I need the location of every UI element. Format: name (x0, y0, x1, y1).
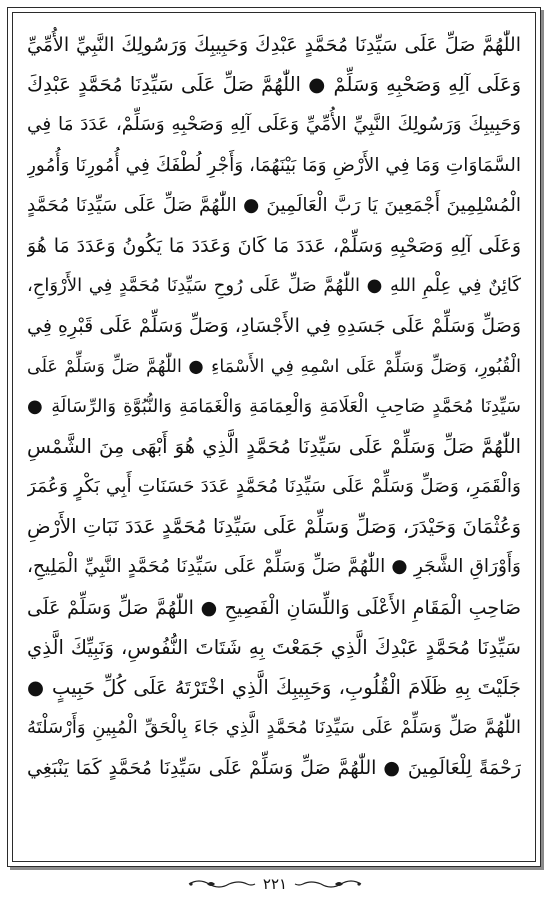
page-footer (0, 872, 550, 896)
page-number-ornament (187, 875, 363, 893)
text-line: سَيِّدِنَا مُحَمَّدٍ صَاحِبِ الْعَلَامَةِ وَالْعِمَامَةِ وَالْغَمَامَةِ وَالنُّبُوَّةِ وَالرِّسَالَةِ ● (27, 395, 521, 417)
page-inner-frame (12, 12, 536, 862)
text-line: وَحَبِيبِكَ وَرَسُولِكَ النَّبِيِّ الأُمِّيِّ وَعَلَى آلِهِ وَصَحْبِهِ وَسَلِّمْ، عَدَدَ مَا فِي (27, 114, 521, 136)
text-line: اللّٰهُمَّ صَلِّ عَلَى سَيِّدِنَا مُحَمَّدٍ عَبْدِكَ وَحَبِيبِكَ وَرَسُولِكَ النَّبِيِّ الأُمِّيِّ (27, 34, 521, 56)
prayer-text-block (27, 25, 521, 789)
text-line: وَالْقَمَرِ، وَصَلِّ وَسَلِّمْ عَلَى سَيِّدِنَا مُحَمَّدٍ عَدَدَ حَسَنَاتِ أَبِي بَكْرٍ وَعُمَرَ (27, 476, 521, 498)
text-line: وَعُثْمَانَ وَحَيْدَرَ، وَصَلِّ وَسَلِّمْ عَلَى سَيِّدِنَا مُحَمَّدٍ عَدَدَ نَبَاتِ الأَرْضِ (27, 515, 521, 539)
text-line: وَعَلَى آلِهِ وَصَحْبِهِ وَسَلِّمْ ● اللّٰهُمَّ صَلِّ عَلَى سَيِّدِنَا مُحَمَّدٍ عَبْدِكَ (27, 73, 521, 97)
text-line: وَعَلَى آلِهِ وَصَحْبِهِ وَسَلِّمْ، عَدَدَ مَا كَانَ وَعَدَدَ مَا يَكُونُ وَعَدَدَ مَا هُوَ (27, 234, 521, 257)
text-line: اللّٰهُمَّ صَلِّ وَسَلِّمْ عَلَى سَيِّدِنَا مُحَمَّدٍ الَّذِي هُوَ أَبْهَى مِنَ الشَّمْسِ (27, 434, 521, 458)
text-line: وَصَلِّ وَسَلِّمْ عَلَى جَسَدِهِ فِي الأَجْسَادِ، وَصَلِّ وَسَلِّمْ عَلَى قَبْرِهِ فِي (27, 315, 521, 338)
text-line: رَحْمَةً لِلْعَالَمِينَ ● اللّٰهُمَّ صَلِّ وَسَلِّمْ عَلَى سَيِّدِنَا مُحَمَّدٍ كَمَا يَنْبَغِي (27, 757, 521, 780)
left-flourish-icon (187, 876, 257, 892)
text-line: صَاحِبِ الْمَقَامِ الأَعْلَى وَاللِّسَانِ الْفَصِيحِ ● اللّٰهُمَّ صَلِّ وَسَلِّمْ عَلَى (27, 596, 521, 619)
text-line: سَيِّدِنَا مُحَمَّدٍ عَبْدِكَ الَّذِي جَمَعْتَ بِهِ شَتَاتَ النُّفُوسِ، وَنَبِيِّكَ الَّذِي (27, 635, 521, 659)
page-frame (7, 7, 541, 867)
text-line: السَّمَاوَاتِ وَمَا فِي الأَرْضِ وَمَا بَيْنَهُمَا، وَأَجْرِ لُطْفَكَ فِي أُمُورِنَا وَأُمُورِ (27, 154, 521, 176)
text-line: الْمُسْلِمِينَ أَجْمَعِينَ يَا رَبَّ الْعَالَمِينَ ● اللّٰهُمَّ صَلِّ عَلَى سَيِّدِنَا مُحَمَّدٍ (27, 194, 521, 216)
right-flourish-icon (293, 876, 363, 892)
text-line: وَأَوْرَاقِ الشَّجَرِ ● اللّٰهُمَّ صَلِّ وَسَلِّمْ عَلَى سَيِّدِنَا مُحَمَّدٍ النَّبِيِّ الْمَلِيحِ، (27, 556, 521, 578)
text-line: الْقُبُورِ، وَصَلِّ وَسَلِّمْ عَلَى اسْمِهِ فِي الأَسْمَاءِ ● اللّٰهُمَّ صَلِّ وَسَلِّمْ عَلَى (27, 356, 521, 377)
page-number: ٢٢١ (262, 875, 288, 893)
text-line: اللّٰهُمَّ صَلِّ وَسَلِّمْ عَلَى سَيِّدِنَا مُحَمَّدٍ الَّذِي جَاءَ بِالْحَقِّ الْمُبِينِ وَأَرْسَلْتَهُ (27, 717, 521, 739)
text-line: كَائِنٌ فِي عِلْمِ اللهِ ● اللّٰهُمَّ صَلِّ عَلَى رُوحِ سَيِّدِنَا مُحَمَّدٍ فِي الأَرْوَاحِ، (27, 275, 521, 297)
text-line: جَلَيْتَ بِهِ ظَلَامَ الْقُلُوبِ، وَحَبِيبِكَ الَّذِي اخْتَرْتَهُ عَلَى كُلِّ حَبِيبٍ ● (27, 676, 521, 699)
